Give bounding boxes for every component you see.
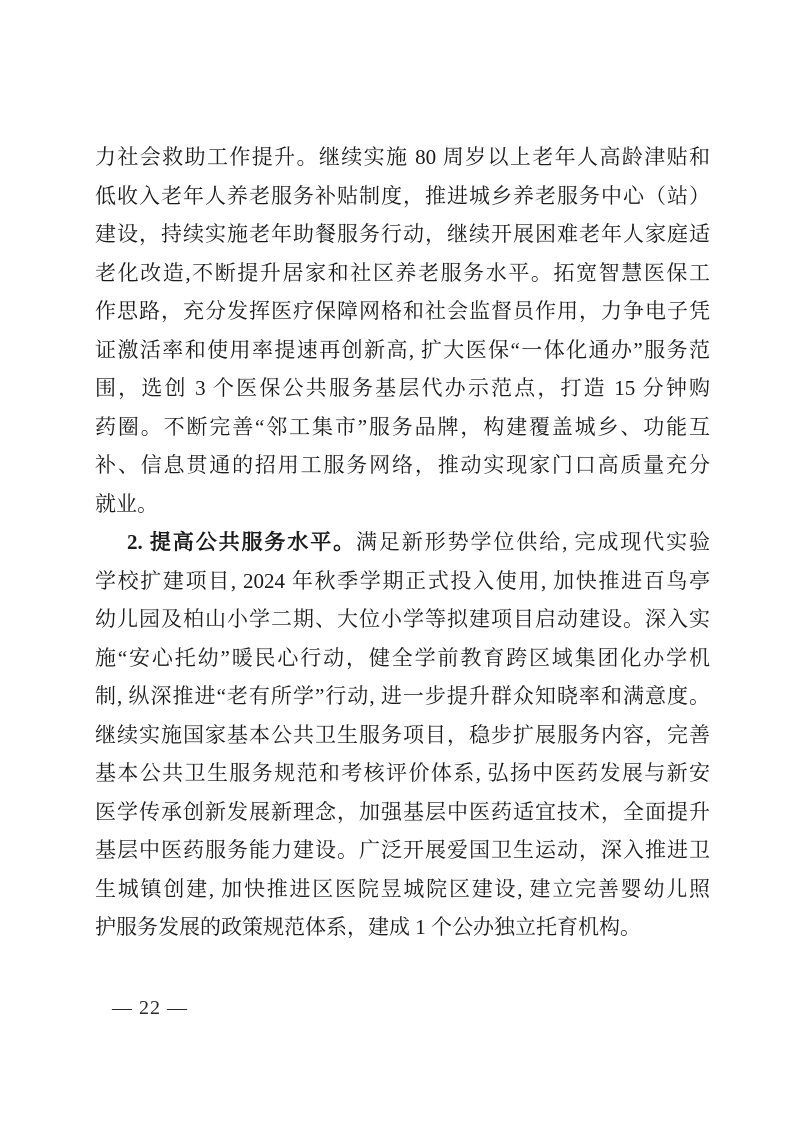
paragraph-text: 基本公共卫生服务规范和考核评价体系, 弘扬中医药发展与新安 bbox=[95, 761, 710, 785]
paragraph-text: 学校扩建项目, 2024 年秋季学期正式投入使用, 加快推进百鸟亭 bbox=[95, 568, 710, 593]
paragraph-text: 老化改造,不断提升居家和社区养老服务水平。拓宽智慧医保工 bbox=[95, 260, 710, 285]
paragraph-text: 建设，持续实施老年助餐服务行动，继续开展困难老年人家庭适 bbox=[95, 222, 710, 246]
text-line-p1-5 bbox=[95, 292, 710, 331]
paragraph-text: 力社会救助工作提升。继续实施 80 周岁以上老年人高龄津贴和 bbox=[95, 145, 710, 169]
paragraph-text: 基层中医药服务能力建设。广泛开展爱国卫生运动，深入推进卫 bbox=[95, 838, 710, 862]
text-line-p2-10 bbox=[95, 870, 710, 909]
text-line-p2-3 bbox=[95, 600, 710, 639]
paragraph-text: 继续实施国家基本公共卫生服务项目，稳步扩展服务内容，完善 bbox=[95, 722, 710, 747]
page-number: — 22 — bbox=[112, 997, 188, 1019]
text-line-p2-2 bbox=[95, 562, 710, 601]
text-line-p1-2 bbox=[95, 177, 710, 216]
text-line-p2-5 bbox=[95, 677, 710, 716]
text-line-p1-9 bbox=[95, 446, 710, 485]
text-line-p2-9 bbox=[95, 831, 710, 870]
paragraph-text: 围，选创 3 个医保公共服务基层代办示范点，打造 15 分钟购 bbox=[95, 376, 710, 400]
text-line-p1-4 bbox=[95, 254, 710, 293]
text-line-p2-8 bbox=[95, 793, 710, 832]
text-line-p1-1 bbox=[95, 138, 710, 177]
text-line-p2-4 bbox=[95, 639, 710, 678]
paragraph-text: 补、信息贯通的招用工服务网络，推动实现家门口高质量充分 bbox=[95, 453, 710, 477]
text-block bbox=[95, 138, 710, 947]
paragraph-text: 护服务发展的政策规范体系，建成 1 个公办独立托育机构。 bbox=[95, 915, 641, 939]
paragraph-text: 作思路，充分发挥医疗保障网格和社会监督员作用，力争电子凭 bbox=[95, 299, 710, 323]
paragraph-text: 幼儿园及柏山小学二期、大位小学等拟建项目启动建设。深入实 bbox=[95, 607, 710, 631]
paragraph-text: 证激活率和使用率提速再创新高, 扩大医保“一体化通办”服务范 bbox=[95, 337, 710, 362]
paragraph-text: 满足新形势学位供给, 完成现代实验 bbox=[356, 530, 710, 554]
paragraph-lead-bold: 2. 提高公共服务水平。 bbox=[127, 530, 356, 554]
text-line-p1-10 bbox=[95, 485, 710, 524]
text-line-p1-6 bbox=[95, 331, 710, 370]
text-line-p1-7 bbox=[95, 369, 710, 408]
paragraph-text: 制, 纵深推进“老有所学”行动, 进一步提升群众知晓率和满意度。 bbox=[95, 684, 710, 708]
paragraph-text: 低收入老年人养老服务补贴制度，推进城乡养老服务中心（站） bbox=[95, 183, 710, 208]
paragraph-text: 生城镇创建, 加快推进区医院昱城院区建设, 建立完善婴幼儿照 bbox=[95, 876, 710, 901]
paragraph-text: 施“安心托幼”暖民心行动，健全学前教育跨区域集团化办学机 bbox=[95, 645, 710, 670]
text-line-p1-3 bbox=[95, 215, 710, 254]
text-line-p2-6 bbox=[95, 716, 710, 755]
paragraph-text: 药圈。不断完善“邻工集市”服务品牌，构建覆盖城乡、功能互 bbox=[95, 414, 710, 439]
paragraph-text: 医学传承创新发展新理念，加强基层中医药适宜技术，全面提升 bbox=[95, 799, 710, 824]
text-line-p2-11 bbox=[95, 908, 710, 947]
text-line-p2-1 bbox=[95, 523, 710, 562]
text-line-p2-7 bbox=[95, 754, 710, 793]
paragraph-text: 就业。 bbox=[95, 491, 158, 516]
text-line-p1-8 bbox=[95, 408, 710, 447]
